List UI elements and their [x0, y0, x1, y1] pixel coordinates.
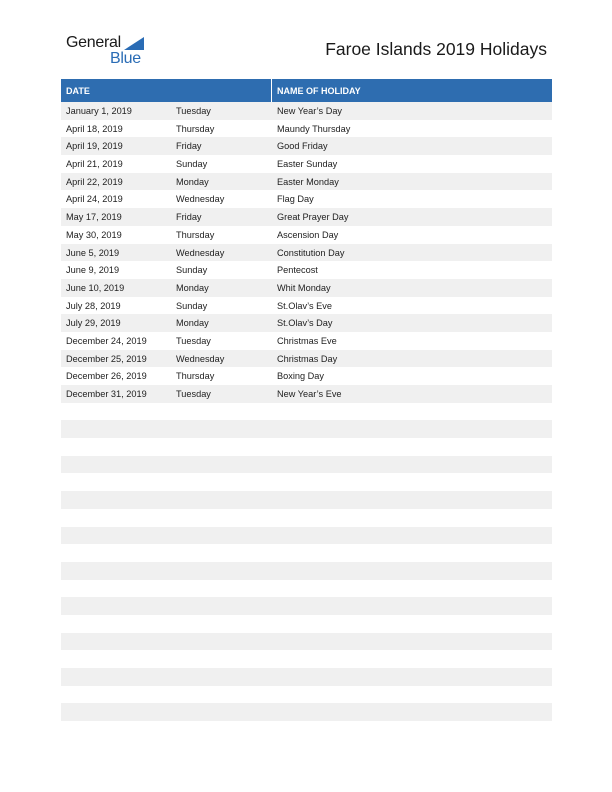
- holiday-name: Boxing Day: [277, 371, 324, 382]
- logo-text-blue: Blue: [110, 50, 141, 67]
- holiday-date: June 5, 2019: [66, 247, 120, 258]
- header-separator: [271, 79, 272, 102]
- table-row: [61, 314, 552, 332]
- table-row: [61, 703, 552, 721]
- table-row: [61, 562, 552, 580]
- holiday-weekday: Tuesday: [176, 389, 211, 399]
- table-row: [61, 261, 552, 279]
- holiday-weekday: Wednesday: [176, 247, 225, 258]
- holiday-date: April 19, 2019: [66, 141, 123, 152]
- holiday-weekday: Monday: [176, 282, 209, 293]
- holiday-date: July 29, 2019: [66, 318, 121, 329]
- holiday-date: June 10, 2019: [66, 282, 125, 293]
- holiday-name: Great Prayer Day: [277, 212, 349, 223]
- holiday-name: Christmas Eve: [277, 335, 337, 346]
- holiday-weekday: Monday: [176, 318, 209, 329]
- holiday-name: Constitution Day: [277, 247, 345, 258]
- table-row: [61, 527, 552, 545]
- table-row: [61, 420, 552, 438]
- holiday-name: St.Olav’s Eve: [277, 300, 332, 311]
- holiday-weekday: Thursday: [176, 123, 215, 134]
- page-title: Faroe Islands 2019 Holidays: [325, 39, 547, 59]
- table-row: [61, 102, 552, 120]
- table-row: [61, 580, 552, 598]
- holiday-date: December 25, 2019: [66, 353, 147, 364]
- table-row: [61, 155, 552, 173]
- table-body: [61, 102, 552, 721]
- holiday-weekday: Wednesday: [176, 353, 225, 364]
- holiday-name: Maundy Thursday: [277, 123, 351, 134]
- header-holiday-name: NAME OF HOLIDAY: [277, 86, 361, 96]
- table-row: [61, 244, 552, 262]
- holiday-weekday: Friday: [176, 212, 202, 223]
- holiday-weekday: Friday: [176, 141, 202, 152]
- table-row: [61, 137, 552, 155]
- holiday-name: Flag Day: [277, 194, 314, 205]
- table-row: [61, 403, 552, 421]
- table-row: [61, 120, 552, 138]
- logo-text-general: General: [66, 34, 121, 51]
- holiday-weekday: Monday: [176, 176, 209, 187]
- holiday-name: Ascension Day: [277, 229, 339, 240]
- holiday-weekday: Sunday: [176, 300, 208, 311]
- holiday-name: Easter Sunday: [277, 159, 338, 170]
- holiday-date: December 31, 2019: [66, 389, 147, 399]
- holiday-name: St.Olav’s Day: [277, 318, 333, 329]
- table-row: [61, 544, 552, 562]
- table-row: [61, 509, 552, 527]
- table-row: [61, 491, 552, 509]
- holiday-weekday: Tuesday: [176, 106, 211, 116]
- table-row: [61, 473, 552, 491]
- holiday-weekday: Tuesday: [176, 335, 211, 346]
- table-row: [61, 226, 552, 244]
- table-row: [61, 615, 552, 633]
- holiday-name: New Year’s Day: [277, 106, 343, 116]
- holiday-date: December 26, 2019: [66, 371, 147, 382]
- holiday-name: Easter Monday: [277, 176, 339, 187]
- table-row: [61, 385, 552, 403]
- holiday-date: May 30, 2019: [66, 229, 122, 240]
- holiday-weekday: Thursday: [176, 229, 215, 240]
- holiday-date: July 28, 2019: [66, 300, 121, 311]
- holiday-weekday: Sunday: [176, 159, 208, 170]
- holiday-date: April 21, 2019: [66, 159, 123, 170]
- table-row: [61, 350, 552, 368]
- table-row: [61, 190, 552, 208]
- table-row: [61, 367, 552, 385]
- holiday-name: Christmas Day: [277, 353, 338, 364]
- holiday-weekday: Sunday: [176, 265, 208, 276]
- holiday-name: Pentecost: [277, 265, 318, 276]
- logo-triangle-icon: [124, 37, 144, 50]
- table-row: [61, 208, 552, 226]
- table-row: [61, 686, 552, 704]
- table-row: [61, 438, 552, 456]
- holiday-weekday: Thursday: [176, 371, 215, 382]
- holiday-name: Whit Monday: [277, 282, 331, 293]
- holiday-date: April 22, 2019: [66, 176, 123, 187]
- holiday-name: New Year’s Eve: [277, 389, 342, 399]
- table-row: [61, 173, 552, 191]
- holiday-date: April 18, 2019: [66, 123, 123, 134]
- table-header: [61, 79, 552, 102]
- header-date: DATE: [66, 86, 90, 96]
- holiday-date: May 17, 2019: [66, 212, 122, 223]
- holiday-date: April 24, 2019: [66, 194, 123, 205]
- table-row: [61, 332, 552, 350]
- table-row: [61, 650, 552, 668]
- holiday-weekday: Wednesday: [176, 194, 225, 205]
- table-row: [61, 668, 552, 686]
- holiday-date: January 1, 2019: [66, 106, 132, 116]
- table-row: [61, 456, 552, 474]
- table-row: [61, 633, 552, 651]
- table-row: [61, 297, 552, 315]
- holiday-name: Good Friday: [277, 141, 328, 152]
- table-row: [61, 279, 552, 297]
- holiday-date: December 24, 2019: [66, 335, 147, 346]
- holiday-date: June 9, 2019: [66, 265, 120, 276]
- brand-logo: [66, 34, 156, 70]
- table-row: [61, 597, 552, 615]
- holiday-table: [61, 79, 552, 721]
